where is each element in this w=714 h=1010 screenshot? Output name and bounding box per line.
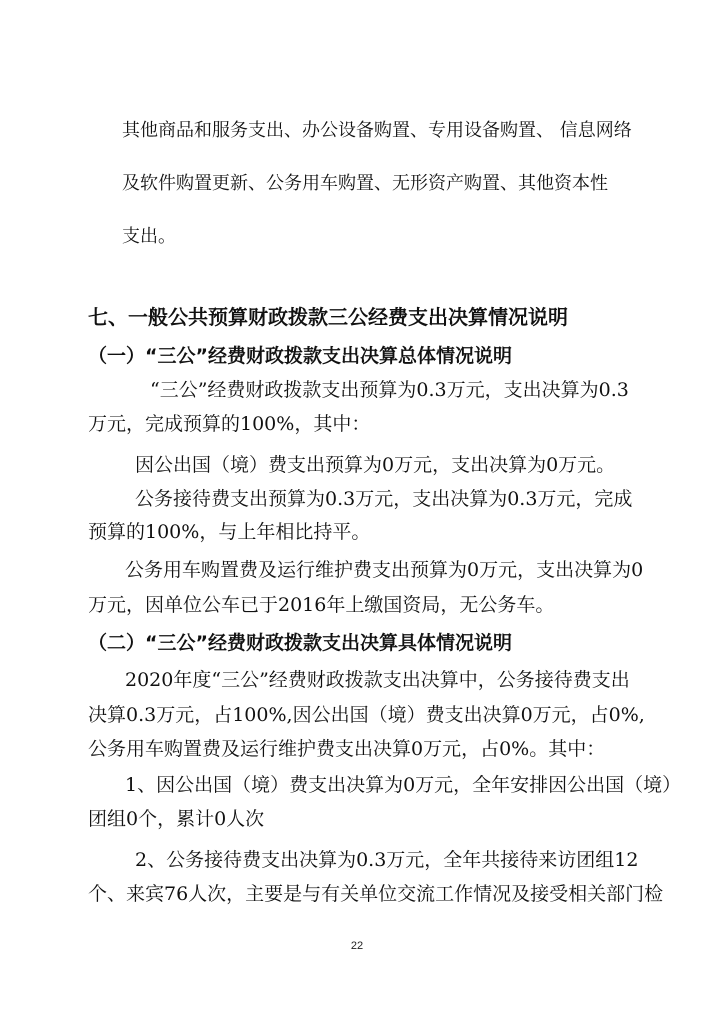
sub1-p3-line-2: 预算的100%，与上年相比持平。 <box>88 521 371 543</box>
sub1-p1-line-2: 万元，完成预算的100%，其中： <box>88 413 371 435</box>
sub2-p2-line-1: 1、因公出国（境）费支出决算为0万元，全年安排因公出国（境） <box>125 774 682 796</box>
subsection-2-heading: （二）“三公”经费财政拨款支出决算具体情况说明 <box>88 632 512 654</box>
section-heading: 七、一般公共预算财政拨款三公经费支出决算情况说明 <box>88 305 568 329</box>
sub2-p1-line-1: 2020年度“三公”经费财政拨款支出决算中，公务接待费支出 <box>125 669 630 691</box>
page-number: 22 <box>350 940 364 952</box>
sub1-p1-line-1: “三公”经费财政拨款支出预算为0.3万元，支出决算为0.3 <box>150 379 629 401</box>
sub2-p1-line-2: 决算0.3万元，占100%,因公出国（境）费支出决算0万元，占0%, <box>88 704 645 726</box>
sub1-p4-line-1: 公务用车购置费及运行维护费支出预算为0万元，支出决算为0 <box>125 559 644 581</box>
sub2-p2-line-2: 团组0个，累计0人次 <box>88 808 265 830</box>
subsection-1-heading: （一）“三公”经费财政拨款支出决算总体情况说明 <box>88 345 512 367</box>
sub2-p3-line-1: 2、公务接待费支出决算为0.3万元，全年共接待来访团组12 <box>135 849 639 871</box>
sub1-p4-line-2: 万元，因单位公车已于2016年上缴国资局，无公务车。 <box>88 594 555 616</box>
intro-line-2: 及软件购置更新、公务用车购置、无形资产购置、其他资本性 <box>122 173 608 194</box>
intro-line-3: 支出。 <box>122 226 176 247</box>
intro-line-1: 其他商品和服务支出、办公设备购置、专用设备购置、 信息网络 <box>122 120 632 141</box>
sub1-paragraph-2: 因公出国（境）费支出预算为0万元，支出决算为0万元。 <box>135 454 616 476</box>
sub1-p3-line-1: 公务接待费支出预算为0.3万元，支出决算为0.3万元，完成 <box>135 488 633 510</box>
sub2-p3-line-2: 个、来宾76人次，主要是与有关单位交流工作情况及接受相关部门检 <box>88 883 664 905</box>
sub2-p1-line-3: 公务用车购置费及运行维护费支出决算0万元，占0%。其中： <box>88 738 606 760</box>
